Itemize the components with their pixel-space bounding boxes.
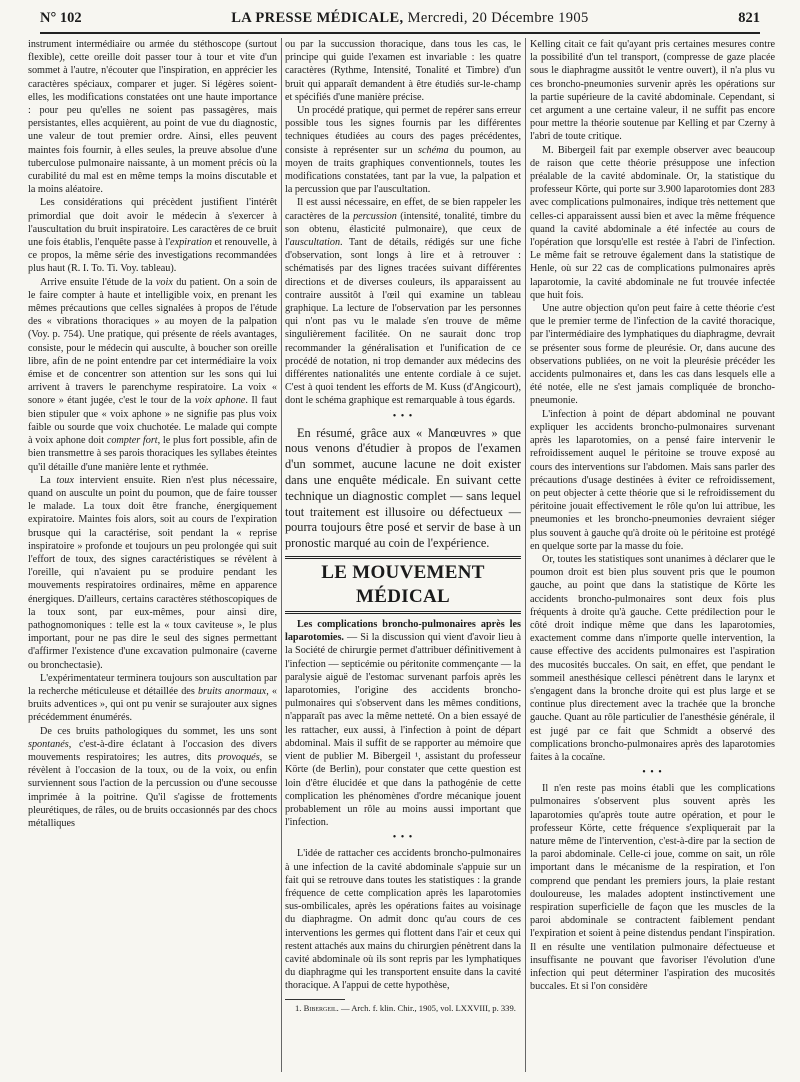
column-middle (285, 38, 521, 1072)
paragraph: instrument intermédiaire ou armée du stéthoscope (surtout flexible), cette oreille doit passer tour à tour et vite d'un sommet à l'autre, n'écouter que l'inspiration, en apprécier les caractères spéciaux, comparer et juger. Si légères soient-elles, les modifications constatées ont une haute importance : pour peu qu'elles ne soient pas passagères, mais persistantes, elles acquièrent, au point de vue du diagnostic, une valeur de tout premier ordre. Ainsi, elles peuvent maintes fois fournir, à elles seules, la preuve absolue d'une tuberculose pulmonaire naissante, à un moment précis où la curabilité du mal est en même temps la moins discutable et la moins aléatoire. (28, 39, 277, 196)
paragraph: M. Bibergeil fait par exemple observer avec beaucoup de raison que cette théorie présuppose une infection préalable de la cavité abdominale. Or, la statistique du professeur Körte, qui porte sur 3.900 laparotomies dont 283 avec complications pulmonaires, indique très nettement que celles-ci apparaissent aussi bien et avec la même fréquence quand la cavité abdominale a été infectée au cours de l'opération que lorsqu'elle est restée à l'abri de l'infection. Le même fait se retrouve également dans la statistique de Henle, où sur 22 cas de complications pulmonaires après laparotomie, la cavité abdominale ne fut trouvée infectée que huit fois. (530, 144, 775, 301)
paragraph: Kelling citait ce fait qu'ayant pris certaines mesures contre la possibilité d'un tel transport, (compresse de gaze placée sous le diaphragme aussitôt le ventre ouvert), il n'a plus vu ces broncho-pneumonies survenir après les opérations sur la partie supérieure de la cavité abdominale. Cependant, si cet argument a une certaine valeur, il ne suffit pas encore pour mettre la théorie soutenue par Kelling et par Czerny à l'abri de toute critique. (530, 39, 775, 143)
paragraph: De ces bruits pathologiques du sommet, les uns sont spontanés, c'est-à-dire éclatant à l'occasion des divers mouvements respiratoires; les autres, dits provoqués, se révèlent à l'occasion de la toux, ou de la voix, ou enfin surviennent sous l'action de la percussion ou d'une secousse imprimée à la poitrine. Qu'il s'agisse de frottements pleurétiques, de râles, ou de bruits occasionnés par des chocs métalliques (28, 725, 277, 829)
column-right (530, 38, 775, 1072)
section-separator: • • • (642, 767, 663, 779)
paragraph: Arrive ensuite l'étude de la voix du patient. On a soin de le faire compter à haute et intelligible voix, en prenant les mêmes précautions que celles signalées à propos de l'étude des « vibrations thoraciques » au moyen de la palpation (Voy. p. 754). Une pratique, qui présente de réels avantages, consiste, pour le médecin qui ausculte, à boucher son oreille libre, afin de ne point entendre par cet intermédiaire la voix émise et de concentrer son attention sur les sons qui lui arrivent à travers le parenchyme respiratoire. La voix « sonore » étant jugée, c'est le tour de la voix aphone. Il faut bien stipuler que « voix aphone » ne signifie pas plus voix faible ou sourde que voix chuchotée. Le malade qui compte à voix aphone doit compter fort, le plus fort possible, afin de bien transmettre à ses parois thoraciques les syllabes éteintes qu'il détaille d'une manière lente et rythmée. (28, 276, 277, 473)
paragraph: Une autre objection qu'on peut faire à cette théorie c'est que le premier terme de l'infection de la cavité thoracique, par l'intermédiaire des lymphatiques du diaphragme, devrait se présenter sous forme de pleurésie. Or, dans aucune des observations publiées, on ne voit la pleurésie précéder les accidents pulmonaires et, dans les cas dans lesquels elle a été notée, elle ne s'est jamais compliquée de broncho-pneumonie. (530, 303, 775, 407)
paragraph: Il n'en reste pas moins établi que les complications pulmonaires s'observent plus souvent après les laparotomies qu'après toute autre opération, et pour le professeur Körte, cette fréquence s'expliquerait par la nature même de l'intervention, c'est-à-dire par la section de la paroi abdominale. Celle-ci joue, comme on sait, un rôle important dans le mécanisme de la respiration, et l'on comprend que pendant les premiers jours, la plaie restant douloureuse, les malades adoptent instinctivement une respiration superficielle de façon que les muscles de la paroi abdominale se contractent faiblement pendant l'expiration et soient à peine distendus pendant l'inspiration. Il en résulte une ventilation pulmonaire défectueuse et insuffisante ne pouvant que favoriser l'évolution d'une infection qui peut déterminer l'aspiration des mucosités buccales. Et si l'on considère (530, 783, 775, 993)
paragraph: Il est aussi nécessaire, en effet, de se bien rappeler les caractères de la percussion (intensité, tonalité, timbre du son obtenu, élasticité pulmonaire), que ceux de l'auscultation. Tant de détails, rédigés sur une fiche d'observation, sont longs à lire et à retrouver : schématisés par des lignes tracées suivant différentes directions et de diverses couleurs, ils apparaissent au contraire aussitôt à l'œil qui examine un tableau graphique. La lecture de l'observation par les personnes qui n'ont pas vu le malade s'en trouve de même singulièrement facilitée. On ne saurait donc trop recommander la généralisation et l'unification de ce procédé de notation, ni trop demander aux médecins des différentes nationalités une entente cordiale à ce sujet. C'est à quoi tendent les efforts de M. Kuss (d'Angicourt), dont le schéma graphique est remarquable à tous égards. (285, 197, 521, 407)
page-number: 821 (738, 9, 760, 26)
footnote-divider (285, 999, 345, 1000)
column-divider (281, 38, 282, 1072)
footnote: 1. Bibergeil. — Arch. f. klin. Chir., 1905, vol. LXXVIII, p. 339. (295, 1002, 516, 1013)
section-separator: • • • (392, 410, 414, 422)
paragraph: Les considérations qui précèdent justifient l'intérêt primordial que doit avoir le médecin à s'exercer à l'auscultation du bruit inspiratoire. Les caractères de ce bruit une fois établis, l'enquête passe à l'expiration et renouvelle, à ce propos, la même série des investigations recommandées plus haut (R. I. To. Ti. Voy. tableau). (28, 197, 277, 275)
issue-number: N° 102 (40, 9, 82, 26)
column-left (28, 38, 277, 1072)
paragraph: L'infection à point de départ abdominal ne pouvant expliquer les accidents broncho-pulmonaires survenant après les laparotomies, on a pensé faire intervenir le refroidissement auquel le péritoine se trouve exposé au cours des interventions sur l'abdomen. Mais sans parler des précautions d'usage destinées à éviter ce refroidissement, on peut objecter à cette théorie que si le refroidissement du péritoine jouait effectivement le rôle qu'on lui attribue, les pneumonies et les broncho-pneumonies devraient siéger plus souvent à gauche qu'à droite où le péritoine est protégé en quelque sorte par la masse du foie. (530, 408, 775, 552)
page-header (40, 4, 760, 34)
paragraph: ou par la succussion thoracique, dans tous les cas, le principe qui guide l'examen est invariable : les quatre caractères (Rythme, Intensité, Tonalité et Timbre) d'un bruit qui apparaît demandent à être étudiés sur-le-champ et spécifiés d'une manière précise. (285, 39, 521, 103)
paragraph: L'expérimentateur terminera toujours son auscultation par la recherche méticuleuse et détaillée des bruits anormaux, « bruits adventices », qui ont pu venir se surajouter aux signes précédemment énumérés. (28, 672, 277, 724)
paragraph: Un procédé pratique, qui permet de repérer sans erreur possible tous les signes fournis par les différentes techniques étudiées au cours des pages précédentes, consiste à représenter sur un schéma du poumon, au moyen de traits graphiques conventionnels, toutes les modifications constatées, tant par la vue, la palpation et la percussion que par l'auscultation. (285, 105, 521, 196)
summary-paragraph: En résumé, grâce aux « Manœuvres » que nous venons d'étudier à propos de l'examen d'un sommet, aucune lacune ne doit exister dans une enquête médicale. En suivant cette technique un diagnostic complet — sans lequel tout traitement est illusoire ou défectueux — pourra toujours être posé et servir de base à un pronostic marqué au coin de l'expérience. (285, 425, 521, 551)
section-heading: LE MOUVEMENT MÉDICAL (285, 556, 521, 614)
column-divider (525, 38, 526, 1072)
paragraph: L'idée de rattacher ces accidents broncho-pulmonaires à une infection de la cavité abdominale s'appuie sur un fait qui se retrouve dans toutes les statistiques : la grande fréquence de cette complication après les laparotomies sus-ombilicales, après les opérations faites au voisinage du diaphragme. On admit donc qu'au cours de ces interventions les germes qui flottent dans l'air et ceux qui restent attachés aux mains du chirurgien pénètrent dans la cavité abdominale où ils sont repris par les lymphatiques du diaphragme qui les transportent ensuite dans la cavité thoracique. A l'appui de cette hypothèse, (285, 848, 521, 992)
paragraph: Or, toutes les statistiques sont unanimes à déclarer que le poumon droit est bien plus souvent pris que le poumon gauche, au point que dans la statistique de Körte les accidents broncho-pulmonaires sont deux fois plus fréquents à droite qu'à gauche. Cette prédilection pour le côté droit indique même que dans les laparotomies, exactement comme dans n'importe quelle intervention, la cause effective des accidents pulmonaires est l'aspiration des mucosités buccales. On sait, en effet, que pendant le sommeil anesthésique cellesci pénètrent dans le larynx et s'engagent dans la bronche droite qui est plus large et se continue plus directement avec la trachée que la bronche gauche. Quant au rôle particulier de l'anesthésie générale, il est jugé par ce fait que Schmidt a observé des complications broncho-pulmonaires après des laparotomies faites à la cocaïne. (530, 553, 775, 763)
journal-title (231, 10, 589, 27)
journal-name: LA PRESSE MÉDICALE, (231, 9, 404, 26)
section-separator: • • • (392, 832, 414, 844)
article-lead: Les complications broncho-pulmonaires après les laparotomies. — Si la discussion qui vient d'avoir lieu à la Société de chirurgie permet d'attribuer définitivement à l'infection — septicémie ou péritonite commençante — la paralysie aiguë de l'estomac survenant parfois après les laparotomies, l'origine des accidents broncho-pulmonaires qui s'observent dans les mêmes conditions, n'apparaît pas avec la même netteté. On a bien essayé de les rattacher, eux aussi, à l'infection à point de départ abdominal. Mais il suffit de se rapporter au mémoire que vient de publier M. Bibergeil ¹, assistant du professeur Körte (de Berlin), pour constater que cette question est loin d'être élucidée et que dans la pathogénie de cette complication les phénomènes d'ordre mécanique jouent probablement un rôle au moins aussi important que l'infection. (285, 619, 521, 829)
paragraph: La toux intervient ensuite. Rien n'est plus nécessaire, quand on ausculte un point du poumon, que de faire tousser le malade. La toux doit être franche, énergiquement expiratoire. Maintes fois alors, soit au cours de l'expiration brusque qui la caractérise, soit pendant la « reprise inspiratoire » profonde et toujours un peu prolongée qui suit l'effort de toux, des signes caractéristiques se révèlent à l'oreille, qui n'avaient pu se produire pendant les mouvements respiratoires ordinaires, même en apparence énergiques. D'ailleurs, certains caractères stéthoscopiques de la toux sont, par eux-mêmes, pour ainsi dire, pathognomoniques : telle est la « toux caviteuse », le plus important, pour ne pas dire le seul des signes permettant d'affirmer l'existence d'une excavation pulmonaire (caverne ou bronchectasie). (28, 474, 277, 671)
article-title: Les complications broncho-pulmonaires après les laparotomies. (285, 619, 521, 644)
issue-date: Mercredi, 20 Décembre 1905 (407, 9, 589, 26)
